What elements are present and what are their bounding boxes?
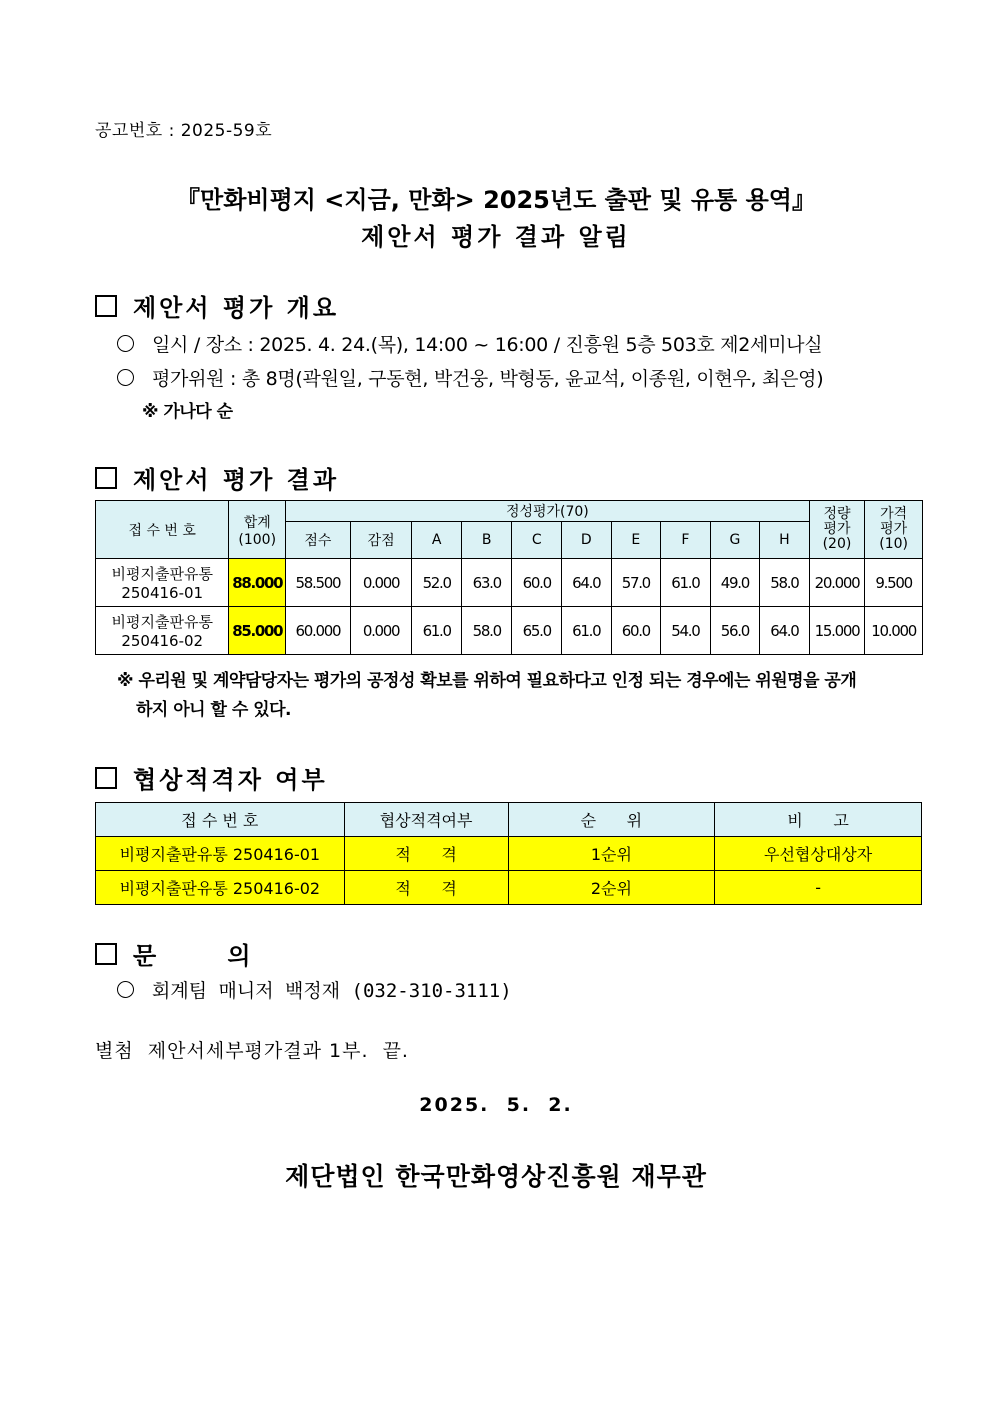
receipt-cell: 비평지출판유통 250416-01	[96, 837, 345, 871]
table-row	[96, 607, 923, 655]
header-quantitative: 정량 평가 (20)	[809, 501, 865, 559]
circle-bullet-icon	[117, 981, 134, 998]
c-cell: 60.0	[512, 559, 562, 607]
a-cell: 52.0	[412, 559, 462, 607]
quantitative-cell: 20.000	[809, 559, 865, 607]
checkbox-square-icon	[95, 943, 117, 965]
checkbox-square-icon	[95, 467, 117, 489]
header-f: F	[661, 522, 711, 559]
header-eligibility: 협상적격여부	[344, 803, 508, 837]
header-d: D	[562, 522, 612, 559]
f-cell: 61.0	[661, 559, 711, 607]
header-h: H	[760, 522, 810, 559]
header-price: 가격 평가 (10)	[865, 501, 923, 559]
checkbox-square-icon	[95, 767, 117, 789]
rank-cell: 2순위	[508, 871, 715, 905]
overview-item-text: 일시 / 장소 : 2025. 4. 24.(목), 14:00 ~ 16:00 / 진흥원 5층 503호 제2세미나실	[152, 334, 823, 356]
results-note-line2: 하지 아니 할 수 있다.	[136, 700, 292, 720]
overview-item-evaluators	[117, 364, 823, 391]
header-remark: 비 고	[715, 803, 922, 837]
remark-cell: -	[715, 871, 922, 905]
b-cell: 63.0	[461, 559, 512, 607]
header-score: 점수	[286, 522, 351, 559]
header-deduction: 감점	[350, 522, 412, 559]
header-total: 합계 (100)	[229, 501, 286, 559]
circle-bullet-icon	[117, 335, 134, 352]
evaluation-results-table	[95, 500, 923, 655]
header-e: E	[611, 522, 661, 559]
section-eligibility-heading	[95, 760, 328, 795]
section-title: 제안서 평가 결과	[133, 466, 339, 494]
table-row	[96, 559, 923, 607]
total-cell: 85.000	[229, 607, 286, 655]
document-subtitle: 제안서 평가 결과 알림	[361, 223, 631, 251]
contact-text: 회계팀 매니저 백정재 (032-310-3111)	[152, 980, 512, 1002]
quantitative-cell: 15.000	[809, 607, 865, 655]
deduction-cell: 0.000	[350, 559, 412, 607]
table-row	[96, 871, 922, 905]
section-title: 문 의	[133, 942, 254, 970]
f-cell: 54.0	[661, 607, 711, 655]
score-cell: 58.500	[286, 559, 351, 607]
header-g: G	[710, 522, 760, 559]
issuing-organization: 제단법인 한국만화영상진흥원 재무관	[285, 1162, 707, 1191]
receipt-cell: 비평지출판유통 250416-02	[96, 871, 345, 905]
h-cell: 64.0	[760, 607, 810, 655]
circle-bullet-icon	[117, 369, 134, 386]
section-title: 제안서 평가 개요	[133, 294, 339, 322]
total-cell: 88.000	[229, 559, 286, 607]
results-note-line1: ※ 우리원 및 계약담당자는 평가의 공정성 확보를 위하여 필요하다고 인정 되는 경우에는 위원명을 공개	[117, 671, 857, 691]
deduction-cell: 0.000	[350, 607, 412, 655]
overview-note: ※ 가나다 순	[142, 402, 233, 422]
eligibility-cell: 적 격	[344, 837, 508, 871]
inquiry-contact	[117, 976, 512, 1003]
c-cell: 65.0	[512, 607, 562, 655]
eligibility-table	[95, 802, 922, 905]
receipt-cell: 비평지출판유통 250416-02	[96, 607, 229, 655]
header-receipt: 접 수 번 호	[96, 803, 345, 837]
g-cell: 49.0	[710, 559, 760, 607]
header-rank: 순 위	[508, 803, 715, 837]
section-overview-heading	[95, 288, 339, 323]
table-row	[96, 837, 922, 871]
e-cell: 57.0	[611, 559, 661, 607]
g-cell: 56.0	[710, 607, 760, 655]
section-title: 협상적격자 여부	[133, 766, 328, 794]
overview-item-schedule	[117, 330, 822, 357]
header-c: C	[512, 522, 562, 559]
header-receipt: 접 수 번 호	[96, 501, 229, 559]
d-cell: 61.0	[562, 607, 612, 655]
overview-item-text: 평가위원 : 총 8명(곽원일, 구동현, 박건웅, 박형동, 윤교석, 이종원, 이현우, 최은영)	[152, 368, 824, 390]
document-date: 2025. 5. 2.	[419, 1094, 573, 1116]
rank-cell: 1순위	[508, 837, 715, 871]
section-results-heading	[95, 460, 339, 495]
b-cell: 58.0	[461, 607, 512, 655]
remark-cell: 우선협상대상자	[715, 837, 922, 871]
e-cell: 60.0	[611, 607, 661, 655]
section-inquiry-heading	[95, 936, 254, 971]
eligibility-cell: 적 격	[344, 871, 508, 905]
header-a: A	[412, 522, 462, 559]
h-cell: 58.0	[760, 559, 810, 607]
notice-number: 공고번호 : 2025-59호	[95, 121, 273, 141]
d-cell: 64.0	[562, 559, 612, 607]
a-cell: 61.0	[412, 607, 462, 655]
checkbox-square-icon	[95, 295, 117, 317]
price-cell: 9.500	[865, 559, 923, 607]
attachment-note: 별첨 제안서세부평가결과 1부. 끝.	[95, 1040, 409, 1062]
receipt-cell: 비평지출판유통 250416-01	[96, 559, 229, 607]
header-qualitative: 정성평가(70)	[286, 501, 810, 522]
price-cell: 10.000	[865, 607, 923, 655]
document-title: 『만화비평지 <지금, 만화> 2025년도 출판 및 유통 용역』	[176, 186, 816, 214]
header-b: B	[461, 522, 512, 559]
score-cell: 60.000	[286, 607, 351, 655]
